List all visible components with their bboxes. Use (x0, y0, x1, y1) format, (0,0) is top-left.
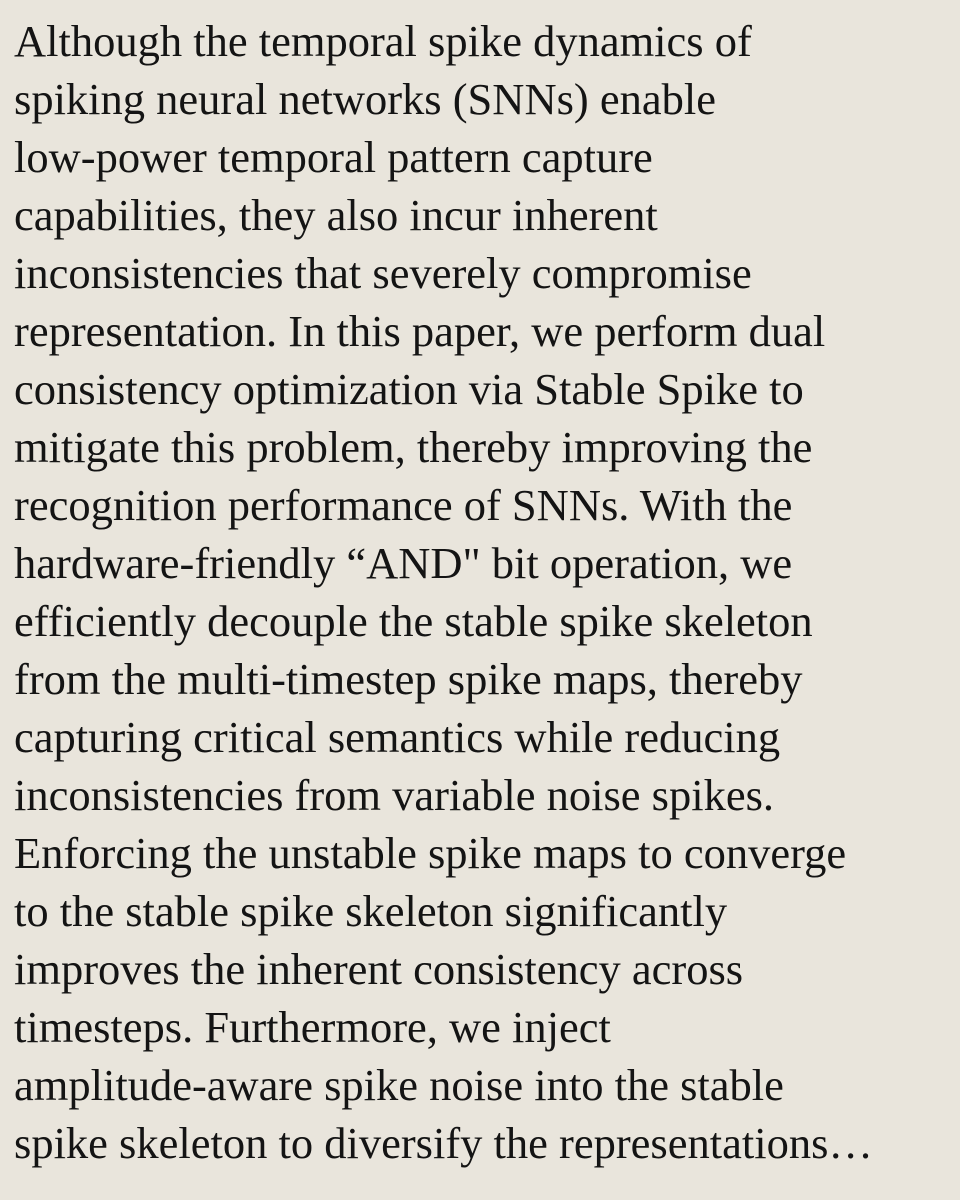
abstract-line: improves the inherent consistency across (14, 944, 744, 994)
abstract-line: recognition performance of SNNs. With the (14, 480, 793, 530)
abstract-line: Although the temporal spike dynamics of (14, 16, 752, 66)
abstract-line: from the multi-timestep spike maps, thereby (14, 654, 803, 704)
abstract-line: timesteps. Furthermore, we inject (14, 1002, 611, 1052)
abstract-line: to the stable spike skeleton significantly (14, 886, 728, 936)
abstract-line: Enforcing the unstable spike maps to converge (14, 828, 847, 878)
abstract-line: spike skeleton to diversify the representations… (14, 1118, 873, 1168)
abstract-line: amplitude-aware spike noise into the stable (14, 1060, 784, 1110)
abstract-line: capturing critical semantics while reducing (14, 712, 781, 762)
abstract-line: low-power temporal pattern capture (14, 132, 653, 182)
abstract-line: representation. In this paper, we perform dual (14, 306, 826, 356)
abstract-line: capabilities, they also incur inherent (14, 190, 658, 240)
abstract-line: inconsistencies that severely compromise (14, 248, 752, 298)
abstract-line: consistency optimization via Stable Spike to (14, 364, 804, 414)
abstract-line: inconsistencies from variable noise spikes. (14, 770, 775, 820)
abstract-line: mitigate this problem, thereby improving the (14, 422, 813, 472)
abstract-line: spiking neural networks (SNNs) enable (14, 74, 716, 124)
abstract-text (14, 12, 954, 1172)
abstract-line: hardware-friendly “AND" bit operation, we (14, 538, 793, 588)
abstract-line: efficiently decouple the stable spike skeleton (14, 596, 813, 646)
